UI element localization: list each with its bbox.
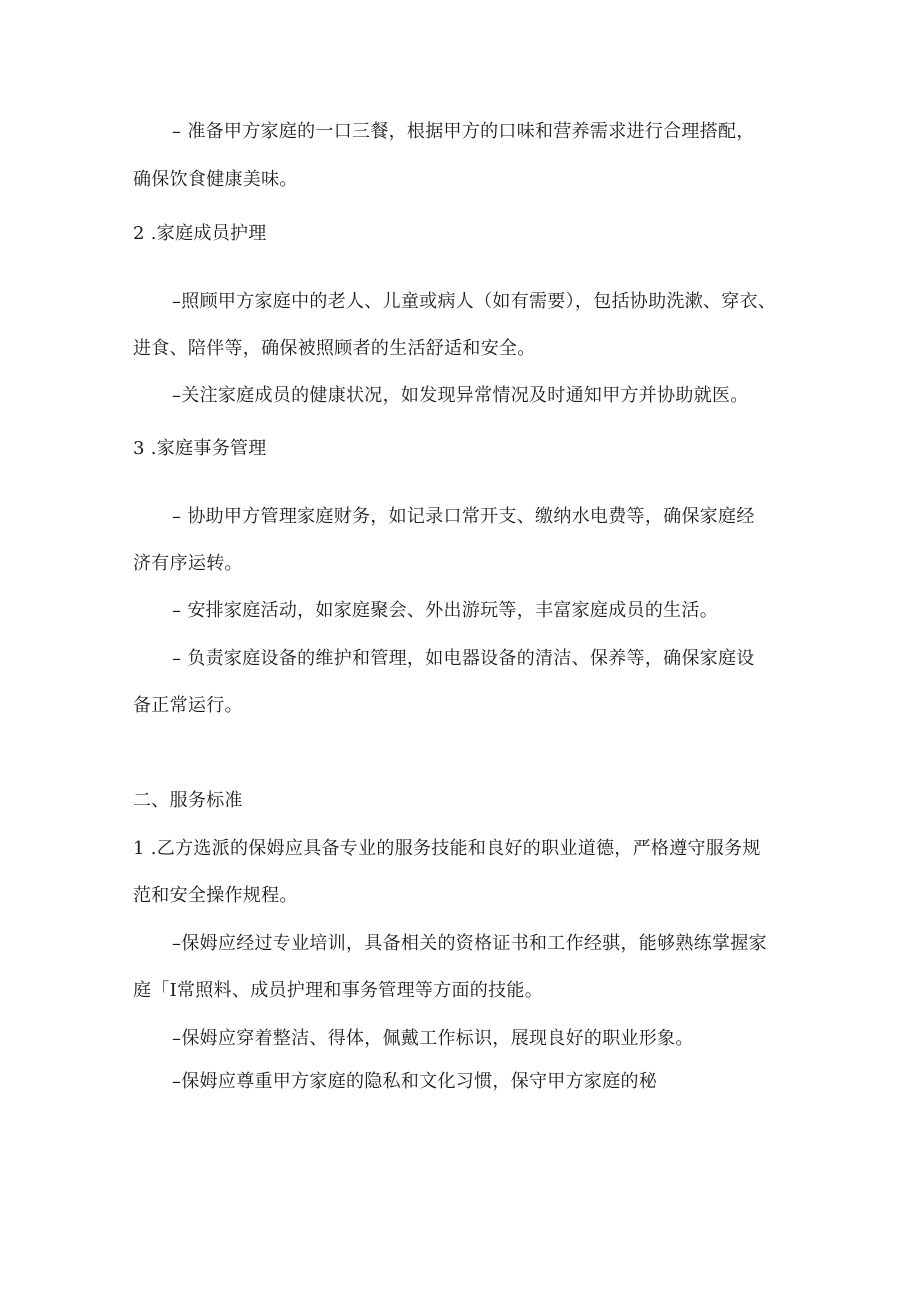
paragraph-line: 1 .乙方选派的保姆应具备专业的服务技能和良好的职业道德，严格遵守服务规: [133, 838, 761, 859]
paragraph-line: 范和安全操作规程。: [133, 885, 298, 906]
paragraph-line: – 准备甲方家庭的一口三餐，根据甲方的口味和营养需求进行合理搭配，: [172, 121, 755, 142]
chapter-heading: 二、服务标准: [133, 790, 243, 811]
paragraph-line: –保姆应尊重甲方家庭的隐私和文化习惯，保守甲方家庭的秘: [172, 1071, 658, 1092]
paragraph-line: –关注家庭成员的健康状况，如发现异常情况及时通知甲方并协助就医。: [172, 385, 749, 406]
paragraph-line: –保姆应穿着整洁、得体，佩戴工作标识，展现良好的职业形象。: [172, 1028, 694, 1049]
paragraph-line: –保姆应经过专业培训，具备相关的资格证书和工作经骐，能够熟练掌握家: [172, 933, 767, 954]
paragraph-line: – 负责家庭设备的维护和管理，如电器设备的清洁、保养等，确保家庭设: [172, 648, 755, 669]
paragraph-line: –照顾甲方家庭中的老人、儿童或病人（如有需要），包括协助洗漱、穿衣、: [172, 291, 777, 312]
paragraph-line: – 安排家庭活动，如家庭聚会、外出游玩等，丰富家庭成员的生活。: [172, 600, 719, 621]
section-heading: 2 .家庭成员护理: [133, 223, 267, 244]
paragraph-line: 确保饮食健康美味。: [133, 169, 298, 190]
paragraph-line: – 协助甲方管理家庭财务，如记录口常开支、缴纳水电费等，确保家庭经: [172, 506, 755, 527]
paragraph-line: 进食、陪伴等，确保被照顾者的生活舒适和安全。: [133, 338, 536, 359]
paragraph-line: 备正常运行。: [133, 695, 243, 716]
section-heading: 3 .家庭事务管理: [133, 438, 267, 459]
paragraph-line: 庭「I常照料、成员护理和事务管理等方面的技能。: [133, 980, 544, 1001]
paragraph-line: 济有序运转。: [133, 553, 243, 574]
